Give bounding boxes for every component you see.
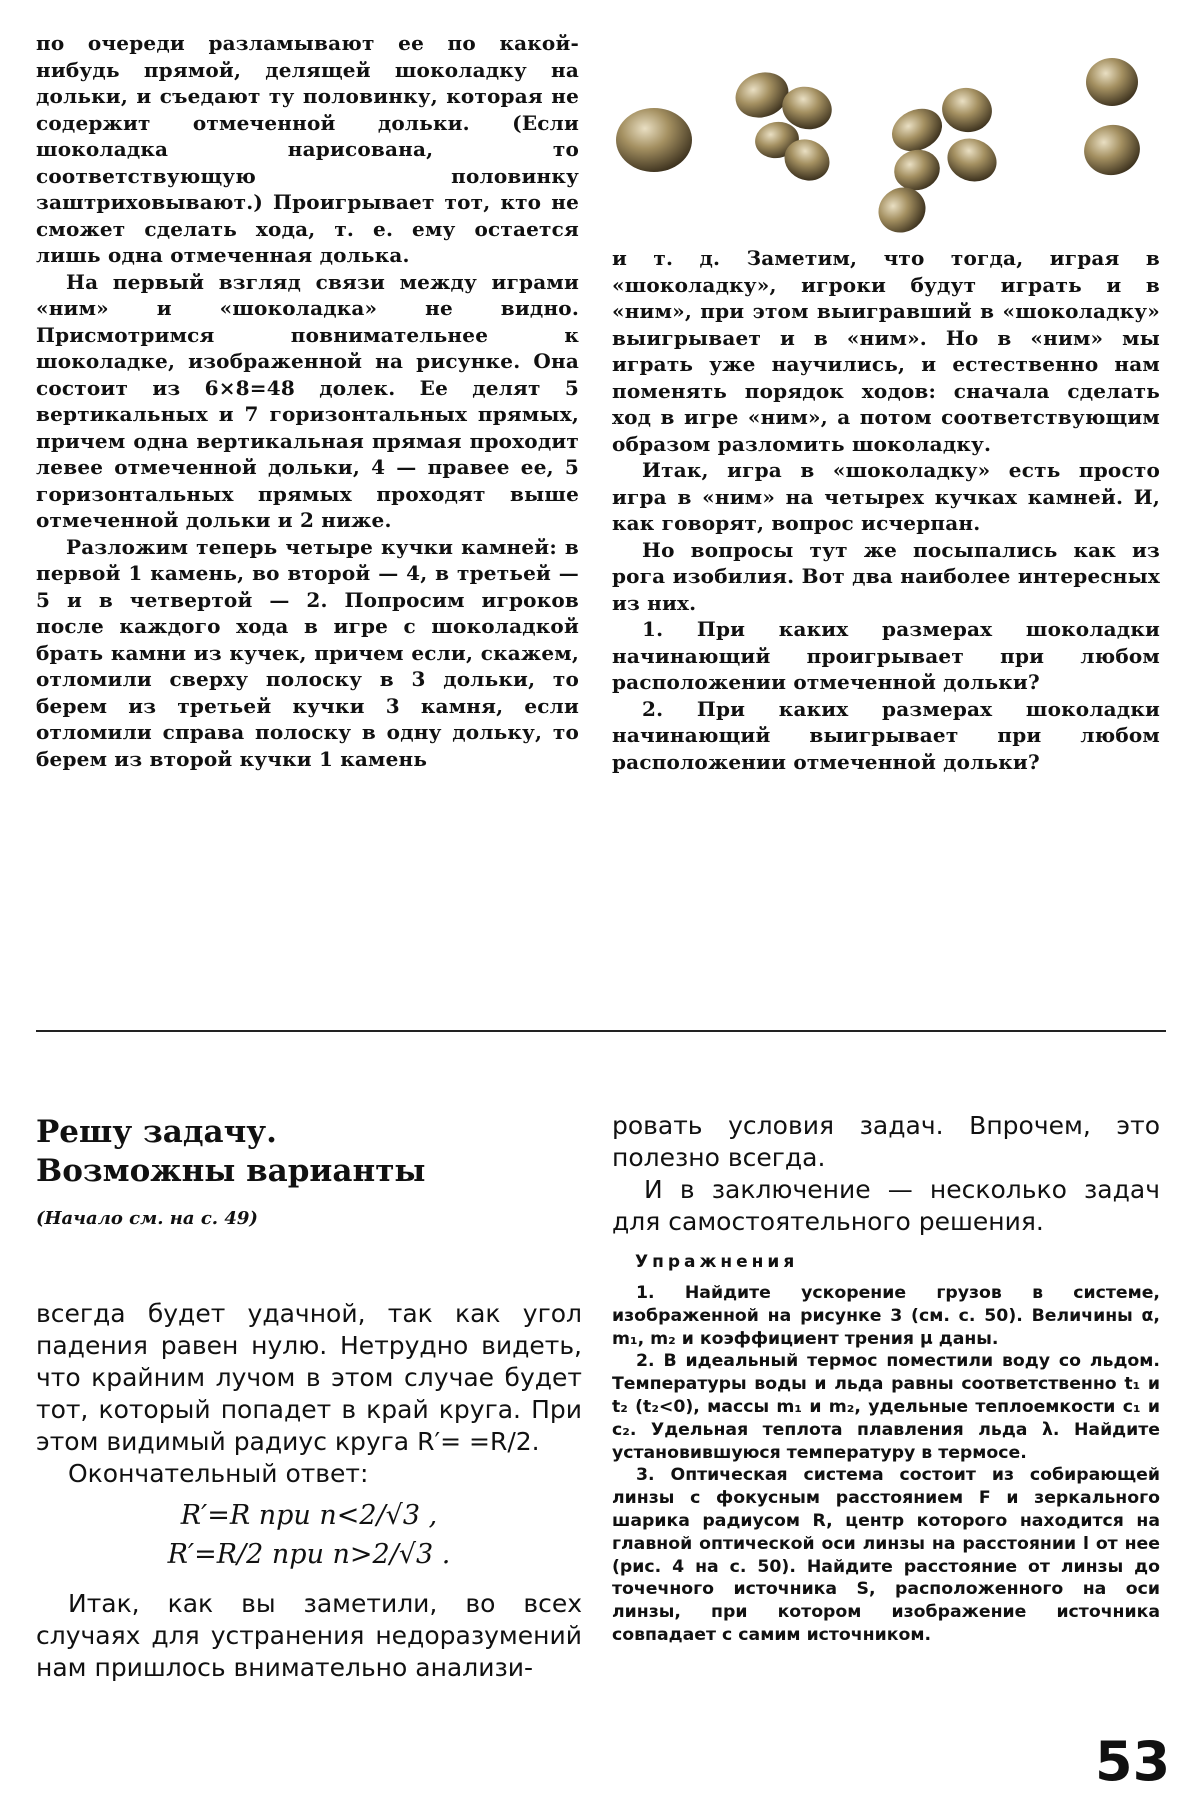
stone <box>939 84 996 136</box>
paragraph: ровать условия задач. Впрочем, это полезно всегда. <box>612 1111 1160 1172</box>
stone-pile-1 <box>616 108 692 172</box>
paragraph: Итак, игра в «шоколадку» есть просто игра в «ним» на четырех кучках камней. И, как говорят, вопрос исчерпан. <box>612 458 1160 535</box>
exercise: 2. В идеальный термос поместили воду со льдом. Температуры воды и льда равны соответственно t₁ и t₂ (t₂<0), массы m₁ и m₂, удельные теплоемкости c₁ и c₂. Удельная теплота плавления льда λ. Найдите установившуюся температуру в термосе. <box>612 1351 1160 1463</box>
paragraph: и т. д. Заметим, что тогда, играя в «шоколадку», игроки будут играть и в «ним», при этом выигравший в «шоколадку» выигрывает и в «ним». Но в «ним» мы играть уже научились, и естественно нам поменять порядок ходов: сначала сделать ход в игре «ним», а потом соответствующим образом разломить шоколадку. <box>612 246 1160 456</box>
top-right-column <box>612 245 1160 775</box>
page-number: 53 <box>1095 1730 1171 1793</box>
formula: R′=R при n<2/√3 , <box>180 1500 438 1531</box>
stone-piles-illustration <box>612 40 1172 245</box>
paragraph: всегда будет удачной, так как угол падения равен нулю. Нетрудно видеть, что крайним лучом в этом случае будет тот, который попадет в край круга. При этом видимый радиус круга R′= =R/2. <box>36 1299 582 1456</box>
formula-block <box>36 1496 582 1574</box>
paragraph: по очереди разламывают ее по какой-нибудь прямой, делящей шоколадку на дольки, и съедают ту половинку, которая не содержит отмеченной дольки. (Если шоколадка нарисована, то соответствующую половинку заштриховывают.) Проигрывает тот, кто не сможет сделать хода, т. е. ему остается лишь одна отмеченная долька. <box>36 31 579 267</box>
question: 1. При каких размерах шоколадки начинающий проигрывает при любом расположении отмеченной дольки? <box>612 617 1160 694</box>
formula: R′=R/2 при n>2/√3 . <box>167 1539 451 1570</box>
exercises-list <box>612 1282 1160 1647</box>
exercise: 3. Оптическая система состоит из собирающей линзы с фокусным расстоянием F и зеркального шарика радиусом R, центр которого находится на главной оптической оси линзы на расстоянии l от нее (рис. 4 на с. 50). Найдите расстояние от линзы до точечного источника S, расположенного на оси линзы, при котором изображение источника совпадает с самим источником. <box>612 1465 1160 1645</box>
stone-pile-3 <box>870 84 1002 241</box>
paragraph: Разложим теперь четыре кучки камней: в первой 1 камень, во второй — 4, в третьей — 5 и в четвертой — 2. Попросим игроков после каждого хода в игре с шоколадкой брать камни из кучек, причем если, скажем, отломили сверху полоску в 3 дольки, то берем из третьей кучки 3 камня, если отломили справа полоску в одну дольку, то берем из второй кучки 1 камень <box>36 534 579 771</box>
paragraph: Итак, как вы заметили, во всех случаях для устранения недоразумений нам пришлось внимательно анализи- <box>36 1589 582 1682</box>
bottom-right-column <box>612 1110 1160 1647</box>
exercise: 1. Найдите ускорение грузов в системе, изображенной на рисунке 3 (см. с. 50). Величины α, m₁, m₂ и коэффициент трения μ даны. <box>612 1283 1160 1349</box>
paragraph: На первый взгляд связи между играми «ним» и «шоколадка» не видно. Присмотримся повнимательнее к шоколадке, изображенной на рисунке. Она состоит из 6×8=48 долек. Ее делят 5 вертикальных и 7 горизонтальных прямых, причем одна вертикальная прямая проходит левее отмеченной дольки, 4 — правее ее, 5 горизонтальных прямых проходят выше отмеченной дольки и 2 ниже. <box>36 269 579 532</box>
stone-pile-2 <box>729 65 836 188</box>
stone <box>941 132 1002 189</box>
continuation-note: (Начало см. на с. 49) <box>36 1208 258 1229</box>
top-left-column <box>36 30 579 772</box>
bottom-left-column <box>36 1298 582 1684</box>
paragraph: Но вопросы тут же посыпались как из рога изобилия. Вот два наиболее интересных из них. <box>612 537 1160 615</box>
exercises-title: Упражнения <box>635 1252 799 1272</box>
question: 2. При каких размерах шоколадки начинающий выигрывает при любом расположении отмеченной дольки? <box>612 696 1160 774</box>
article-title: Решу задачу. Возможны варианты <box>36 1114 426 1189</box>
stone-pile-4 <box>1080 58 1144 179</box>
final-answer-label: Окончательный ответ: <box>68 1459 369 1488</box>
section-divider <box>36 1030 1166 1032</box>
stone <box>890 145 945 196</box>
paragraph: И в заключение — несколько задач для самостоятельного решения. <box>612 1175 1160 1236</box>
stone <box>1080 121 1144 180</box>
stone <box>1086 58 1138 106</box>
stone <box>616 108 692 172</box>
